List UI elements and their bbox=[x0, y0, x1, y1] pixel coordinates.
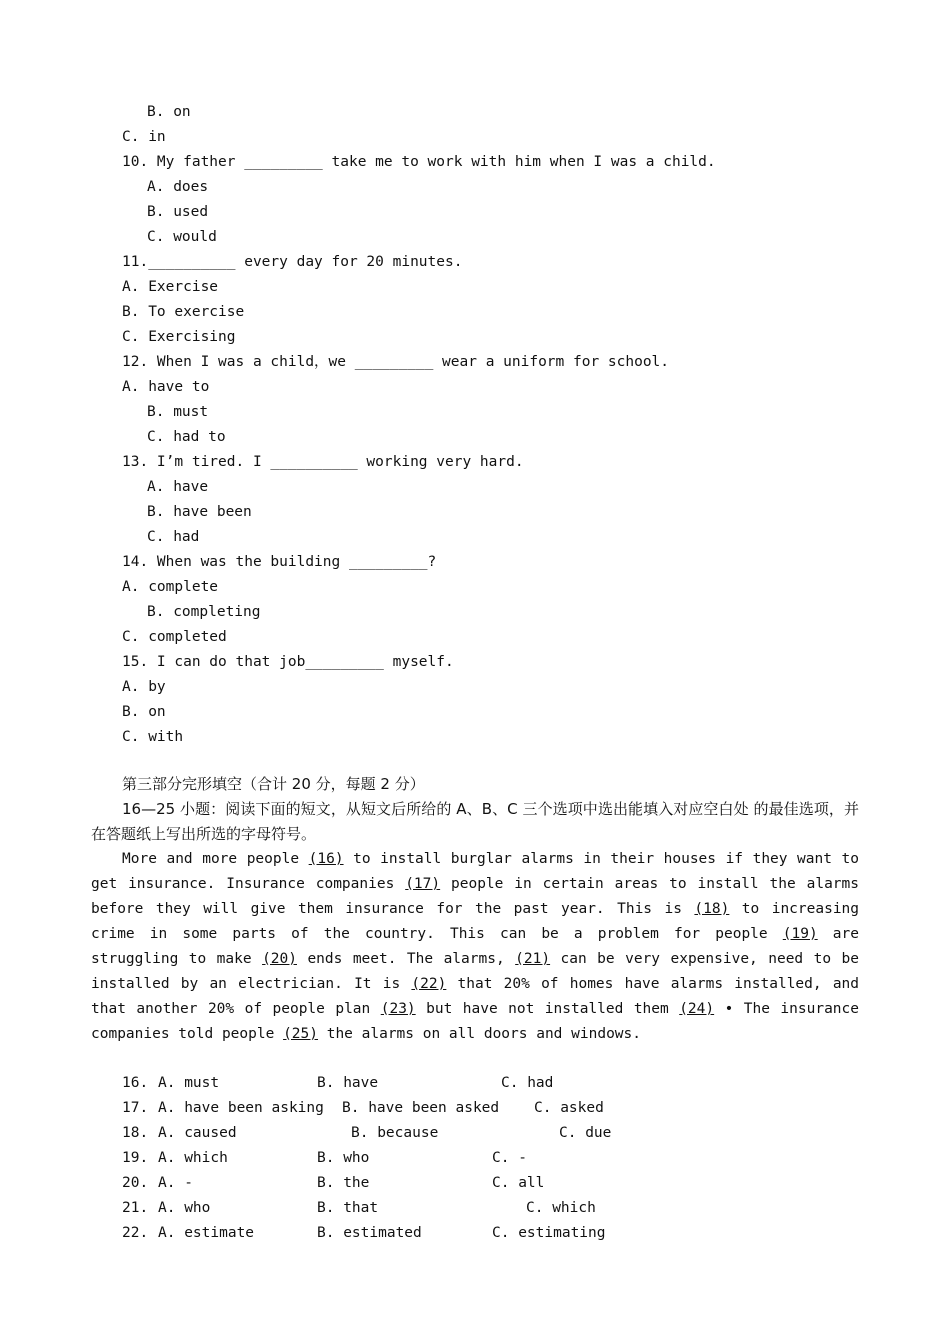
answer-number: 16. bbox=[122, 1075, 149, 1091]
passage-text: • The insurance companies told people bbox=[91, 1001, 859, 1042]
option-line: C. would bbox=[147, 229, 217, 245]
option-line: B. have been bbox=[147, 504, 252, 520]
answer-option: A. caused bbox=[158, 1125, 237, 1141]
option-line: C. with bbox=[122, 729, 184, 745]
section-instruction: 16—25 小题：阅读下面的短文，从短文后所给的 A、B、C 三个选项中选出能填入对应空白处 的最佳选项，并在答题纸上写出所选的字母符号。 bbox=[91, 800, 859, 843]
answer-option: A. - bbox=[158, 1175, 193, 1191]
cloze-passage bbox=[91, 847, 859, 1047]
cloze-blank: (23) bbox=[380, 1001, 416, 1017]
answer-option: B. who bbox=[317, 1150, 370, 1166]
answer-option: C. all bbox=[492, 1175, 545, 1191]
answer-option: C. had bbox=[501, 1075, 554, 1091]
answer-option: B. because bbox=[351, 1125, 439, 1141]
passage-text: More and more people bbox=[122, 851, 309, 867]
option-line: B. on bbox=[122, 704, 166, 720]
question-stem: 15. I can do that job_________ myself. bbox=[122, 654, 454, 670]
answer-option: B. have bbox=[317, 1075, 379, 1091]
answer-option: C. due bbox=[559, 1125, 612, 1141]
option-line: B. completing bbox=[147, 604, 261, 620]
option-line: C. Exercising bbox=[122, 329, 236, 345]
answer-option: A. who bbox=[158, 1200, 211, 1216]
answer-option: A. have been asking bbox=[158, 1100, 324, 1116]
question-stem: 14. When was the building _________? bbox=[122, 554, 437, 570]
answer-option: B. that bbox=[317, 1200, 379, 1216]
cloze-blank: (22) bbox=[411, 976, 447, 992]
passage-text: to install burglar alarms in their houses if they want to get insurance. Insurance companies bbox=[91, 851, 859, 892]
answer-number: 18. bbox=[122, 1125, 149, 1141]
passage-text: but have not installed them bbox=[415, 1001, 680, 1017]
answer-option: B. have been asked bbox=[342, 1100, 500, 1116]
option-line: A. by bbox=[122, 679, 166, 695]
cloze-blank: (25) bbox=[283, 1026, 318, 1042]
option-line: B. To exercise bbox=[122, 304, 245, 320]
answer-option: C. - bbox=[492, 1150, 527, 1166]
question-stem: 12. When I was a child，we _________ wear a uniform for school. bbox=[122, 354, 670, 370]
passage-text: the alarms on all doors and windows. bbox=[317, 1026, 641, 1042]
answer-option: A. estimate bbox=[158, 1225, 255, 1241]
answer-option: B. estimated bbox=[317, 1225, 422, 1241]
cloze-blank: (24) bbox=[679, 1001, 715, 1017]
option-line: C. in bbox=[122, 129, 166, 145]
option-line: A. does bbox=[147, 179, 209, 195]
cloze-blank: (16) bbox=[308, 851, 344, 867]
answer-option: C. estimating bbox=[492, 1225, 606, 1241]
answer-number: 17. bbox=[122, 1100, 149, 1116]
section-title: 第三部分完形填空（合计 20 分，每题 2 分） bbox=[122, 775, 425, 793]
option-line: A. Exercise bbox=[122, 279, 219, 295]
cloze-blank: (18) bbox=[694, 901, 730, 917]
answer-option: A. must bbox=[158, 1075, 220, 1091]
answer-number: 19. bbox=[122, 1150, 149, 1166]
cloze-blank: (19) bbox=[782, 926, 818, 942]
passage-text: can be very expensive, need to be installed by an electrician. It is bbox=[91, 951, 860, 992]
answer-number: 20. bbox=[122, 1175, 149, 1191]
option-line: A. complete bbox=[122, 579, 219, 595]
answer-option: C. asked bbox=[534, 1100, 604, 1116]
passage-text: that 20% of homes have alarms installed, and that another 20% of people plan bbox=[91, 976, 860, 1017]
answer-number: 21. bbox=[122, 1200, 149, 1216]
answer-option: A. which bbox=[158, 1150, 228, 1166]
passage-text: ends meet. The alarms, bbox=[296, 951, 516, 967]
option-line: C. completed bbox=[122, 629, 227, 645]
answer-number: 22. bbox=[122, 1225, 149, 1241]
option-line: B. used bbox=[147, 204, 209, 220]
cloze-blank: (21) bbox=[515, 951, 551, 967]
cloze-blank: (17) bbox=[405, 876, 441, 892]
option-line: A. have to bbox=[122, 379, 210, 395]
answer-option: B. the bbox=[317, 1175, 370, 1191]
passage-text: people in certain areas to install the alarms before they will give them insurance for the past year. This is bbox=[91, 876, 859, 917]
passage-text: to increasing crime in some parts of the country. This can be a problem for people bbox=[91, 901, 860, 942]
answer-option: C. which bbox=[526, 1200, 596, 1216]
question-stem: 11.__________ every day for 20 minutes. bbox=[122, 254, 463, 270]
option-line: C. had to bbox=[147, 429, 226, 445]
passage-text: are struggling to make bbox=[91, 926, 859, 967]
option-line: B. on bbox=[147, 104, 191, 120]
option-line: B. must bbox=[147, 404, 209, 420]
question-stem: 13. I’m tired. I __________ working very hard. bbox=[122, 454, 524, 470]
option-line: C. had bbox=[147, 529, 200, 545]
cloze-blank: (20) bbox=[262, 951, 297, 967]
option-line: A. have bbox=[147, 479, 209, 495]
question-stem: 10. My father _________ take me to work with him when I was a child. bbox=[122, 154, 716, 170]
